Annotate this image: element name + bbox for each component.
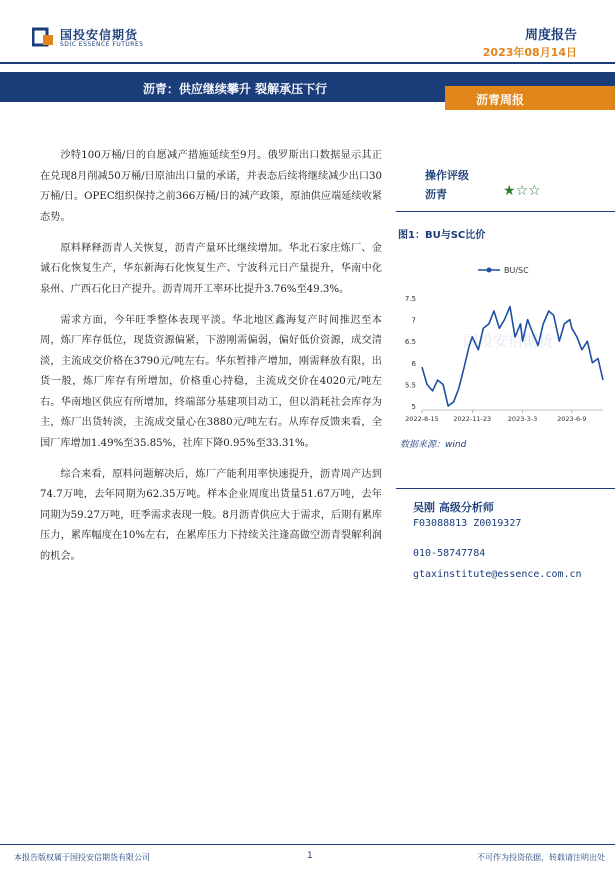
company-name-cn: 国投安信期货 (60, 28, 139, 42)
page-number: 1 (307, 851, 313, 861)
category-tag-label: 沥青周报 (475, 93, 524, 107)
figure-title: 图1：BU与SC比价 (398, 230, 486, 241)
x-tick-label: 2023-3-3 (507, 415, 538, 423)
paragraph: 综合来看，原料问题解决后，炼厂产能利用率快速提升，沥青周产达到74.7万吨，去年同期为62.35万吨。样本企业周度出货量51.67万吨，去年同期为59.27万吨，旺季需求表现一般。8月沥青供应大于需求，后期有累库压力，累库幅度在10%左右，在累库压力下持续关注逢高做空沥青裂解利润的机会。 (40, 468, 382, 562)
chart-legend (478, 266, 529, 275)
rating-title: 操作评级 (425, 169, 469, 182)
y-tick-label: 5 (411, 403, 416, 411)
plot-area (422, 307, 603, 406)
bu-sc-chart (398, 258, 610, 430)
y-axis (405, 295, 417, 411)
header-divider (0, 62, 615, 64)
analyst-name: 吴刚 高级分析师 (413, 501, 494, 514)
report-title: 沥青：供应继续攀升 裂解承压下行 (142, 82, 328, 96)
y-tick-label: 6.5 (404, 338, 416, 347)
star-filled-icon: ★ (503, 183, 516, 199)
report-date: 2023年08月14日 (482, 46, 577, 59)
y-tick-label: 5.5 (404, 381, 416, 390)
rating-divider (396, 211, 615, 212)
legend-label: BU/SC (504, 266, 529, 275)
legend-marker (487, 268, 492, 273)
analyst-divider (396, 488, 615, 489)
article-body (40, 146, 382, 578)
y-tick-label: 7 (411, 316, 416, 325)
paragraph: 需求方面，今年旺季整体表现平淡。华北地区鑫海复产时间推迟至本周，炼厂库存低位，现货资源偏紧，下游刚需偏弱，偏好低价资源，成交清淡，主流成交价格在3790元/吨左右。华东暂排产增加，刚需释放有限，出货一般，炼厂库存有所增加，价格重心持稳，主流成交价在4020元/吨左右。华南地区供应有所增加，终端部分基建项目动工，但以消耗社会库存为主，炼厂出货转淡，主流成交量心在3880元/吨左右。从库存反馈来看，全国厂库增加1.49%至35.85%，社库下降0.95%至33.31%。 (40, 314, 382, 449)
x-tick-label: 2022-8-15 (405, 415, 439, 423)
paragraph: 原料释释沥青人关恢复，沥青产量环比继续增加。华北石家庄炼厂、金诚石化恢复生产，华东新海石化恢复生产、宁波科元日产量提升，华南中化泉州、广西石化日产提升。沥青周开工率环比提升3.76%至49.3%。 (40, 242, 382, 295)
data-source: 数据来源：wind (400, 440, 467, 450)
analyst-cert: F03088813 Z0019327 (413, 518, 522, 529)
analyst-email[interactable]: gtaxinstitute@essence.com.cn (413, 569, 582, 580)
company-name-en: SDIC ESSENCE FUTURES (60, 41, 144, 48)
x-axis (405, 410, 603, 423)
x-tick-label: 2022-11-23 (453, 415, 492, 423)
analyst-phone: 010-58747784 (413, 548, 486, 559)
star-empty-icon: ☆ (528, 183, 541, 199)
series-line-bu-sc (422, 307, 603, 406)
company-logo-icon (32, 26, 54, 48)
y-tick-label: 6 (411, 359, 416, 368)
star-empty-icon: ☆ (515, 183, 529, 199)
footer-copyright: 本报告版权属于国投安信期货有限公司 (14, 853, 150, 862)
chart-watermark: 国投安信期货 (462, 332, 554, 350)
report-type: 周度报告 (524, 28, 577, 43)
x-tick-label: 2023-6-9 (557, 415, 587, 423)
footer-divider (0, 844, 615, 845)
footer-disclaimer: 不可作为投资依据，转载请注明出处 (477, 853, 605, 862)
y-tick-label: 7.5 (404, 295, 416, 303)
rating-item: 沥青 (425, 188, 447, 201)
rating-stars (503, 183, 541, 199)
paragraph: 沙特100万桶/日的自愿减产措施延续至9月。俄罗斯出口数据显示其正在兑现8月削减50万桶/日原油出口量的承诺，并表态后续将继续减少出口30万桶/日。OPEC组织保持之前366万桶/日的减产政策，原油供应端延续收紧态势。 (40, 150, 382, 223)
